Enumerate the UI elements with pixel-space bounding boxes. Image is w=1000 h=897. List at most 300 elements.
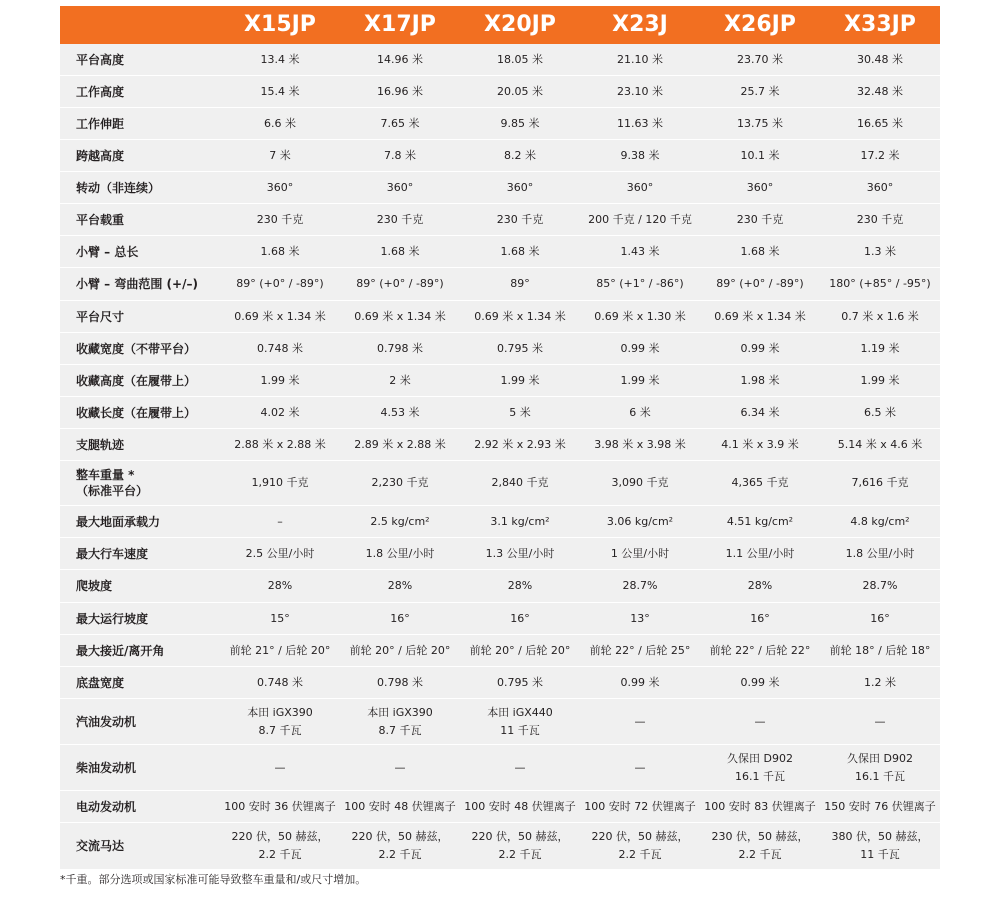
value-line: 5 米 xyxy=(509,405,531,419)
row-label xyxy=(60,108,220,139)
value-cell xyxy=(700,699,820,744)
value-line: 1.1 公里/小时 xyxy=(725,546,795,560)
value-cell xyxy=(700,301,820,332)
value-cell xyxy=(820,44,940,75)
value-line: — xyxy=(634,760,646,774)
value-line: 16° xyxy=(870,611,890,625)
table-row xyxy=(60,268,940,301)
table-row xyxy=(60,365,940,397)
value-line: – xyxy=(277,514,283,528)
value-cell xyxy=(220,461,340,505)
value-cell xyxy=(820,365,940,396)
value-cell xyxy=(700,76,820,107)
value-line: — xyxy=(514,760,526,774)
table-row xyxy=(60,461,940,506)
table-row xyxy=(60,429,940,461)
value-cell xyxy=(700,365,820,396)
row-label xyxy=(60,172,220,203)
value-cell xyxy=(220,791,340,822)
row-label-line: 收藏高度（在履带上） xyxy=(76,373,197,388)
value-line: 14.96 米 xyxy=(377,52,423,66)
value-line: 本田 iGX440 xyxy=(487,705,553,719)
header-label-cell xyxy=(60,6,220,44)
value-line: 28% xyxy=(387,579,413,592)
value-line: 1.3 米 xyxy=(864,244,896,258)
value-line: 100 安时 48 伏锂离子 xyxy=(344,799,456,813)
value-line: 8.7 千瓦 xyxy=(258,723,302,737)
value-cell xyxy=(700,44,820,75)
value-line: 前轮 22° / 后轮 22° xyxy=(709,643,811,657)
row-label-line: 最大运行坡度 xyxy=(76,611,149,626)
value-line: 1.3 公里/小时 xyxy=(485,546,555,560)
row-label xyxy=(60,745,220,790)
value-line: 0.99 米 xyxy=(620,341,660,355)
model-header: X20JP xyxy=(484,12,556,37)
value-cell xyxy=(700,791,820,822)
value-cell xyxy=(820,236,940,267)
table-row xyxy=(60,538,940,570)
value-cell xyxy=(820,301,940,332)
value-cell xyxy=(820,538,940,569)
value-cell xyxy=(460,172,580,203)
value-cell xyxy=(340,236,460,267)
value-line: 1 公里/小时 xyxy=(610,546,670,560)
value-cell xyxy=(460,429,580,460)
value-cell xyxy=(220,538,340,569)
value-line: 1.99 米 xyxy=(500,373,540,387)
value-line: 230 千克 xyxy=(736,212,784,226)
value-cell xyxy=(700,745,820,790)
value-line: 0.69 米 x 1.30 米 xyxy=(594,309,686,323)
value-line: 0.795 米 xyxy=(497,675,543,689)
table-row xyxy=(60,236,940,268)
value-cell xyxy=(700,204,820,235)
value-cell xyxy=(220,745,340,790)
table-row xyxy=(60,791,940,823)
row-label xyxy=(60,699,220,744)
value-line: 2.2 千瓦 xyxy=(618,848,662,861)
value-line: 1.8 公里/小时 xyxy=(845,546,915,560)
value-line: 6.34 米 xyxy=(740,405,780,419)
value-cell xyxy=(340,76,460,107)
value-line: 9.85 米 xyxy=(500,116,540,130)
value-cell xyxy=(220,635,340,666)
value-cell xyxy=(460,76,580,107)
row-label-line: 跨越高度 xyxy=(76,148,125,163)
value-line: 89° (+0° / -89°) xyxy=(716,277,804,290)
value-line: 0.69 米 x 1.34 米 xyxy=(234,309,326,323)
value-cell xyxy=(340,301,460,332)
value-cell xyxy=(220,204,340,235)
value-line: 6 米 xyxy=(629,405,651,419)
value-line: 0.748 米 xyxy=(257,675,303,689)
table-row xyxy=(60,603,940,635)
row-label-line: 收藏长度（在履带上） xyxy=(76,405,197,420)
value-cell xyxy=(460,506,580,537)
row-label-line: 最大地面承载力 xyxy=(76,514,161,529)
value-line: 0.69 米 x 1.34 米 xyxy=(474,309,566,323)
value-line: 1.19 米 xyxy=(860,341,900,355)
value-cell xyxy=(220,506,340,537)
value-cell xyxy=(700,635,820,666)
model-header: X15JP xyxy=(244,12,316,37)
value-line: 7,616 千克 xyxy=(851,476,909,489)
value-line: 16° xyxy=(750,611,770,625)
value-cell xyxy=(460,603,580,634)
row-label-line: 转动（非连续） xyxy=(76,180,161,195)
table-header xyxy=(60,6,940,44)
value-line: 28% xyxy=(747,579,773,592)
value-line: 1.99 米 xyxy=(260,373,300,387)
value-cell xyxy=(220,429,340,460)
row-label-line: 柴油发动机 xyxy=(76,760,137,775)
value-line: 1.2 米 xyxy=(864,675,896,689)
value-line: 0.99 米 xyxy=(740,341,780,355)
row-label xyxy=(60,140,220,171)
value-cell xyxy=(580,140,700,171)
value-cell xyxy=(220,140,340,171)
value-line: 9.38 米 xyxy=(620,148,660,162)
value-line: 前轮 20° / 后轮 20° xyxy=(349,643,451,657)
value-line: 0.99 米 xyxy=(740,675,780,689)
value-line: 3.1 kg/cm² xyxy=(490,514,550,528)
value-line: 32.48 米 xyxy=(857,84,903,98)
value-line: 230 伏，50 赫兹， xyxy=(711,830,809,843)
value-cell xyxy=(460,397,580,428)
value-line: 13.75 米 xyxy=(737,116,783,130)
value-line: 0.7 米 x 1.6 米 xyxy=(841,309,919,323)
value-cell xyxy=(700,538,820,569)
value-line: 4,365 千克 xyxy=(731,476,789,489)
table-row xyxy=(60,333,940,365)
value-line: 16° xyxy=(390,611,410,625)
value-cell xyxy=(340,823,460,869)
value-line: 21.10 米 xyxy=(617,52,663,66)
value-line: 16.96 米 xyxy=(377,84,423,98)
value-line: 6.5 米 xyxy=(864,405,896,419)
value-cell xyxy=(820,108,940,139)
value-cell xyxy=(820,140,940,171)
value-cell xyxy=(700,268,820,300)
value-cell xyxy=(580,301,700,332)
value-line: 89° (+0° / -89°) xyxy=(356,277,444,290)
value-line: 1.68 米 xyxy=(500,244,540,258)
value-cell xyxy=(820,506,940,537)
value-line: 230 千克 xyxy=(256,212,304,226)
value-cell xyxy=(700,140,820,171)
value-cell xyxy=(340,745,460,790)
table-row xyxy=(60,506,940,538)
value-cell xyxy=(220,301,340,332)
row-label xyxy=(60,603,220,634)
value-line: 0.69 米 x 1.34 米 xyxy=(714,309,806,323)
value-line: 6.6 米 xyxy=(264,116,296,130)
value-line: 230 千克 xyxy=(856,212,904,226)
value-line: 4.51 kg/cm² xyxy=(726,514,794,528)
value-cell xyxy=(460,301,580,332)
value-line: 100 安时 83 伏锂离子 xyxy=(704,799,816,813)
value-line: 11 千瓦 xyxy=(500,723,540,737)
value-cell xyxy=(700,172,820,203)
value-line: 久保田 D902 xyxy=(727,751,793,765)
value-line: 4.8 kg/cm² xyxy=(850,514,910,528)
value-line: 0.99 米 xyxy=(620,675,660,689)
value-line: 1.43 米 xyxy=(620,244,660,258)
value-line: — xyxy=(274,760,286,774)
value-cell xyxy=(820,667,940,698)
value-line: 1,910 千克 xyxy=(251,476,309,489)
value-cell xyxy=(340,268,460,300)
table-body xyxy=(60,44,940,870)
value-line: 220 伏，50 赫兹， xyxy=(231,830,329,843)
value-cell xyxy=(700,236,820,267)
value-line: 15° xyxy=(270,611,290,625)
value-line: 2.2 千瓦 xyxy=(498,848,542,861)
value-cell xyxy=(580,236,700,267)
value-cell xyxy=(580,429,700,460)
value-line: 前轮 18° / 后轮 18° xyxy=(829,643,931,657)
value-cell xyxy=(460,461,580,505)
value-cell xyxy=(820,461,940,505)
value-line: 8.7 千瓦 xyxy=(378,723,422,737)
value-line: 10.1 米 xyxy=(740,148,780,162)
row-label xyxy=(60,791,220,822)
value-line: 2.5 kg/cm² xyxy=(370,514,430,528)
value-cell xyxy=(340,538,460,569)
table-row xyxy=(60,76,940,108)
model-header: X17JP xyxy=(364,12,436,37)
value-cell xyxy=(460,699,580,744)
value-cell xyxy=(580,823,700,869)
table-row xyxy=(60,570,940,603)
row-label-line: 汽油发动机 xyxy=(76,714,137,729)
spec-table xyxy=(60,6,940,870)
table-row xyxy=(60,172,940,204)
value-cell xyxy=(340,461,460,505)
value-cell xyxy=(460,570,580,602)
value-line: 4.02 米 xyxy=(260,405,300,419)
value-cell xyxy=(460,365,580,396)
row-label xyxy=(60,333,220,364)
value-line: 前轮 22° / 后轮 25° xyxy=(589,643,691,657)
value-cell xyxy=(220,108,340,139)
row-label-line: 工作高度 xyxy=(76,84,125,99)
row-label-line: 支腿轨迹 xyxy=(76,437,125,452)
value-cell xyxy=(700,397,820,428)
value-line: 220 伏，50 赫兹， xyxy=(471,830,569,843)
value-cell xyxy=(460,667,580,698)
value-cell xyxy=(820,76,940,107)
value-cell xyxy=(820,268,940,300)
value-line: — xyxy=(394,760,406,774)
value-line: 7 米 xyxy=(269,148,291,162)
value-cell xyxy=(820,204,940,235)
value-cell xyxy=(460,791,580,822)
value-line: 0.795 米 xyxy=(497,341,543,355)
value-cell xyxy=(460,823,580,869)
value-cell xyxy=(820,603,940,634)
value-line: 7.8 米 xyxy=(384,148,416,162)
value-line: 16.65 米 xyxy=(857,116,903,130)
table-row xyxy=(60,301,940,333)
value-line: 久保田 D902 xyxy=(847,751,913,765)
model-header: X23J xyxy=(612,12,668,37)
value-cell xyxy=(460,236,580,267)
value-line: 23.70 米 xyxy=(737,52,783,66)
value-line: 2,840 千克 xyxy=(491,476,549,489)
value-line: 13.4 米 xyxy=(260,52,300,66)
row-label-line: 平台高度 xyxy=(76,52,125,67)
value-cell xyxy=(580,44,700,75)
row-label-line: 整车重量 * xyxy=(76,468,135,482)
value-line: 100 安时 72 伏锂离子 xyxy=(584,799,696,813)
value-line: 360° xyxy=(266,180,294,194)
value-cell xyxy=(340,603,460,634)
value-cell xyxy=(220,44,340,75)
value-line: 2.2 千瓦 xyxy=(258,848,302,861)
value-cell xyxy=(340,172,460,203)
value-cell xyxy=(580,333,700,364)
value-line: 20.05 米 xyxy=(497,84,543,98)
row-label xyxy=(60,538,220,569)
value-cell xyxy=(820,635,940,666)
value-cell xyxy=(460,635,580,666)
row-label-line: 爬坡度 xyxy=(76,579,113,593)
value-cell xyxy=(220,172,340,203)
value-cell xyxy=(580,538,700,569)
value-cell xyxy=(220,397,340,428)
value-line: 16.1 千瓦 xyxy=(855,769,905,783)
value-cell xyxy=(700,333,820,364)
value-line: 本田 iGX390 xyxy=(247,705,313,719)
value-line: 13° xyxy=(630,611,650,625)
value-line: 220 伏，50 赫兹， xyxy=(591,830,689,843)
value-cell xyxy=(580,699,700,744)
value-line: 2,230 千克 xyxy=(371,476,429,489)
value-line: 28.7% xyxy=(862,579,898,592)
row-label xyxy=(60,44,220,75)
value-cell xyxy=(340,667,460,698)
value-cell xyxy=(220,699,340,744)
value-cell xyxy=(220,333,340,364)
row-label-line: （标准平台） xyxy=(76,484,149,498)
value-cell xyxy=(580,603,700,634)
value-cell xyxy=(340,333,460,364)
value-line: 16° xyxy=(510,611,530,625)
value-cell xyxy=(460,204,580,235)
value-line: 89° xyxy=(510,277,530,290)
value-line: 0.748 米 xyxy=(257,341,303,355)
value-cell xyxy=(820,791,940,822)
value-line: 100 安时 36 伏锂离子 xyxy=(224,799,336,813)
value-cell xyxy=(220,570,340,602)
value-cell xyxy=(220,365,340,396)
model-header: X33JP xyxy=(844,12,916,37)
value-cell xyxy=(340,699,460,744)
value-cell xyxy=(700,108,820,139)
value-line: 2 米 xyxy=(389,373,411,387)
value-line: 4.53 米 xyxy=(380,405,420,419)
value-line: 1.99 米 xyxy=(860,373,900,387)
value-line: 15.4 米 xyxy=(260,84,300,98)
value-line: 1.99 米 xyxy=(620,373,660,387)
table-row xyxy=(60,823,940,870)
value-cell xyxy=(820,823,940,869)
value-cell xyxy=(220,76,340,107)
value-line: 85° (+1° / -86°) xyxy=(596,277,684,290)
value-line: 11.63 米 xyxy=(617,116,663,130)
row-label xyxy=(60,635,220,666)
value-line: 17.2 米 xyxy=(860,148,900,162)
row-label-line: 最大行车速度 xyxy=(76,546,149,561)
value-line: 2.5 公里/小时 xyxy=(245,546,315,560)
value-line: 30.48 米 xyxy=(857,52,903,66)
value-cell xyxy=(700,429,820,460)
value-cell xyxy=(340,429,460,460)
row-label-line: 平台载重 xyxy=(76,212,125,227)
value-line: — xyxy=(634,714,646,728)
value-cell xyxy=(820,397,940,428)
value-cell xyxy=(340,506,460,537)
value-cell xyxy=(700,570,820,602)
value-cell xyxy=(460,268,580,300)
row-label xyxy=(60,236,220,267)
table-row xyxy=(60,44,940,76)
value-line: 1.68 米 xyxy=(740,244,780,258)
value-line: 3,090 千克 xyxy=(611,476,669,489)
row-label xyxy=(60,667,220,698)
table-row xyxy=(60,699,940,745)
value-line: 前轮 20° / 后轮 20° xyxy=(469,643,571,657)
table-row xyxy=(60,397,940,429)
footnote: *千重。部分选项或国家标准可能导致整车重量和/或尺寸增加。 xyxy=(60,873,367,886)
value-line: 2.2 千瓦 xyxy=(378,848,422,861)
value-cell xyxy=(340,397,460,428)
value-cell xyxy=(820,172,940,203)
value-cell xyxy=(700,506,820,537)
value-line: 360° xyxy=(866,180,894,194)
value-cell xyxy=(580,745,700,790)
value-cell xyxy=(700,603,820,634)
row-label xyxy=(60,365,220,396)
value-line: 25.7 米 xyxy=(740,84,780,98)
value-line: 7.65 米 xyxy=(380,116,420,130)
value-cell xyxy=(220,236,340,267)
row-label-line: 交流马达 xyxy=(76,839,125,853)
row-label xyxy=(60,570,220,602)
value-line: 230 千克 xyxy=(376,212,424,226)
value-cell xyxy=(340,635,460,666)
value-line: 180° (+85° / -95°) xyxy=(829,277,931,290)
value-cell xyxy=(820,570,940,602)
value-cell xyxy=(220,603,340,634)
value-line: 3.06 kg/cm² xyxy=(606,514,674,528)
value-line: 23.10 米 xyxy=(617,84,663,98)
row-label-line: 小臂 – 总长 xyxy=(76,244,139,259)
value-line: 100 安时 48 伏锂离子 xyxy=(464,799,576,813)
row-label-line: 电动发动机 xyxy=(76,799,137,814)
value-line: 11 千瓦 xyxy=(860,848,900,861)
value-line: 2.88 米 x 2.88 米 xyxy=(234,437,326,451)
model-header: X26JP xyxy=(724,12,796,37)
value-cell xyxy=(460,108,580,139)
row-label xyxy=(60,76,220,107)
row-label-line: 底盘宽度 xyxy=(76,675,125,690)
value-line: 前轮 21° / 后轮 20° xyxy=(229,643,331,657)
value-cell xyxy=(820,745,940,790)
value-line: 8.2 米 xyxy=(504,148,536,162)
value-line: 2.92 米 x 2.93 米 xyxy=(474,437,566,451)
